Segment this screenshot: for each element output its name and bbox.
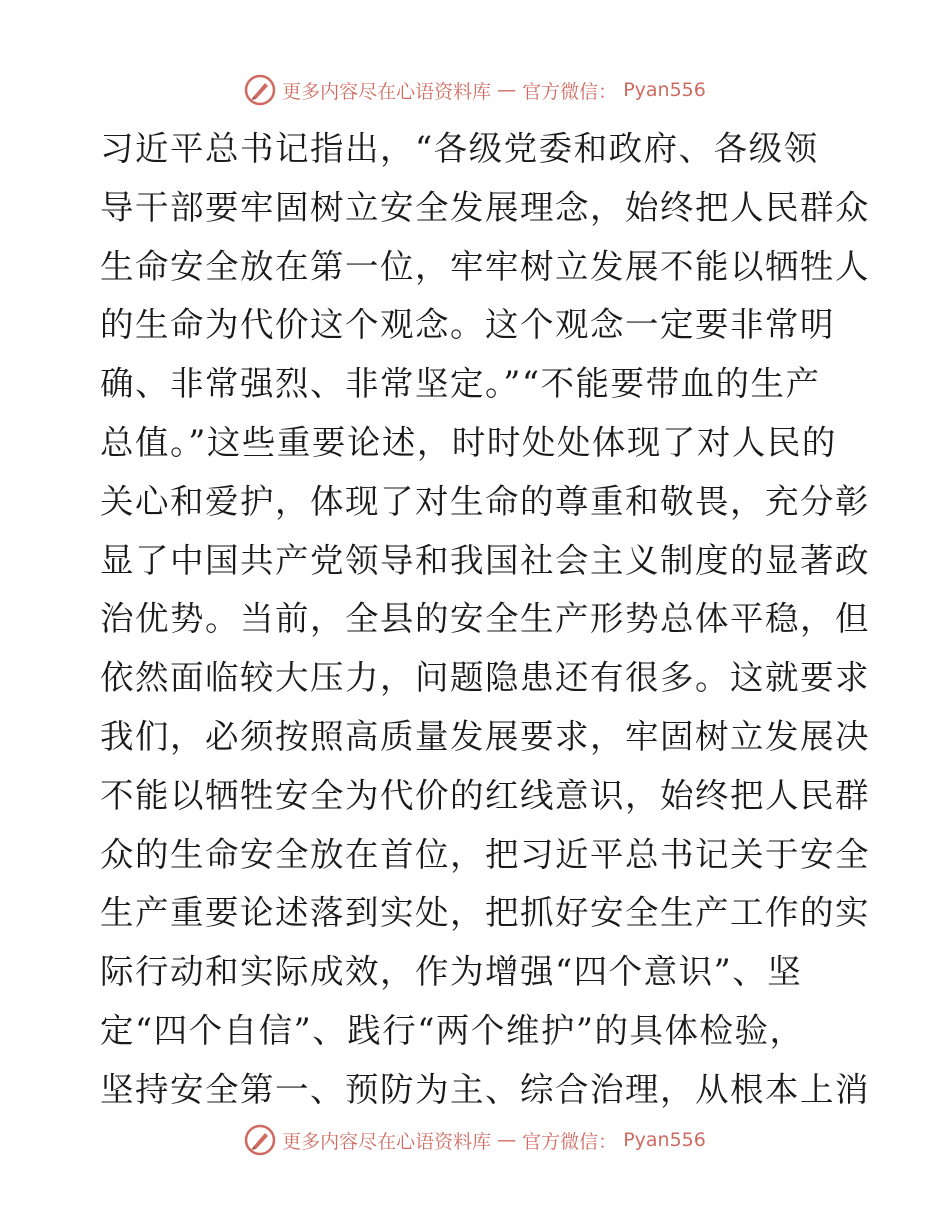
watermark-separator: — (497, 79, 517, 101)
watermark-wechat-id: Pyan556 (623, 79, 706, 101)
watermark-wechat-label: 官方微信： (522, 80, 618, 103)
watermark-wechat-id: Pyan556 (623, 1129, 706, 1151)
text-line: 导干部要牢固树立安全发展理念，始终把人民群众 (100, 187, 870, 227)
pen-logo-icon (244, 1124, 276, 1156)
text-line: 治优势。当前，全县的安全生产形势总体平稳，但 (100, 599, 870, 639)
text-line: 生产重要论述落到实处，把抓好安全生产工作的实 (100, 893, 870, 933)
text-line: 习近平总书记指出，“各级党委和政府、各级领 (100, 129, 819, 168)
text-line: 我们，必须按照高质量发展要求，牢固树立发展决 (100, 716, 870, 756)
text-line: 际行动和实际成效，作为增强“四个意识”、坚 (100, 952, 803, 992)
watermark-text: 更多内容尽在心语资料库 (282, 1130, 492, 1153)
text-line: 显了中国共产党领导和我国社会主义制度的显著政 (100, 540, 870, 580)
document-body (100, 120, 870, 1120)
text-line: 依然面临较大压力，问题隐患还有很多。这就要求 (100, 658, 870, 698)
text-line: 定“四个自信”、践行“两个维护”的具体检验， (100, 1010, 805, 1050)
pen-logo-icon (244, 74, 276, 106)
text-line: 关心和爱护，体现了对生命的尊重和敬畏，充分彰 (100, 481, 870, 521)
watermark-text: 更多内容尽在心语资料库 (282, 80, 492, 103)
text-line: 生命安全放在第一位，牢牢树立发展不能以牺牲人 (100, 246, 870, 286)
text-line: 确、非常强烈、非常坚定。”“不能要带血的生产 (100, 364, 821, 404)
text-line: 不能以牺牲安全为代价的红线意识，始终把人民群 (100, 775, 870, 815)
watermark-wechat-label: 官方微信： (522, 1130, 618, 1153)
footer-watermark (0, 1124, 950, 1156)
text-line: 总值。”这些重要论述，时时处处体现了对人民的 (100, 422, 837, 462)
text-line: 坚持安全第一、预防为主、综合治理，从根本上消 (100, 1069, 870, 1109)
watermark-separator: — (497, 1129, 517, 1151)
text-line: 众的生命安全放在首位，把习近平总书记关于安全 (100, 834, 870, 874)
header-watermark (0, 74, 950, 106)
text-line: 的生命为代价这个观念。这个观念一定要非常明 (100, 305, 835, 345)
